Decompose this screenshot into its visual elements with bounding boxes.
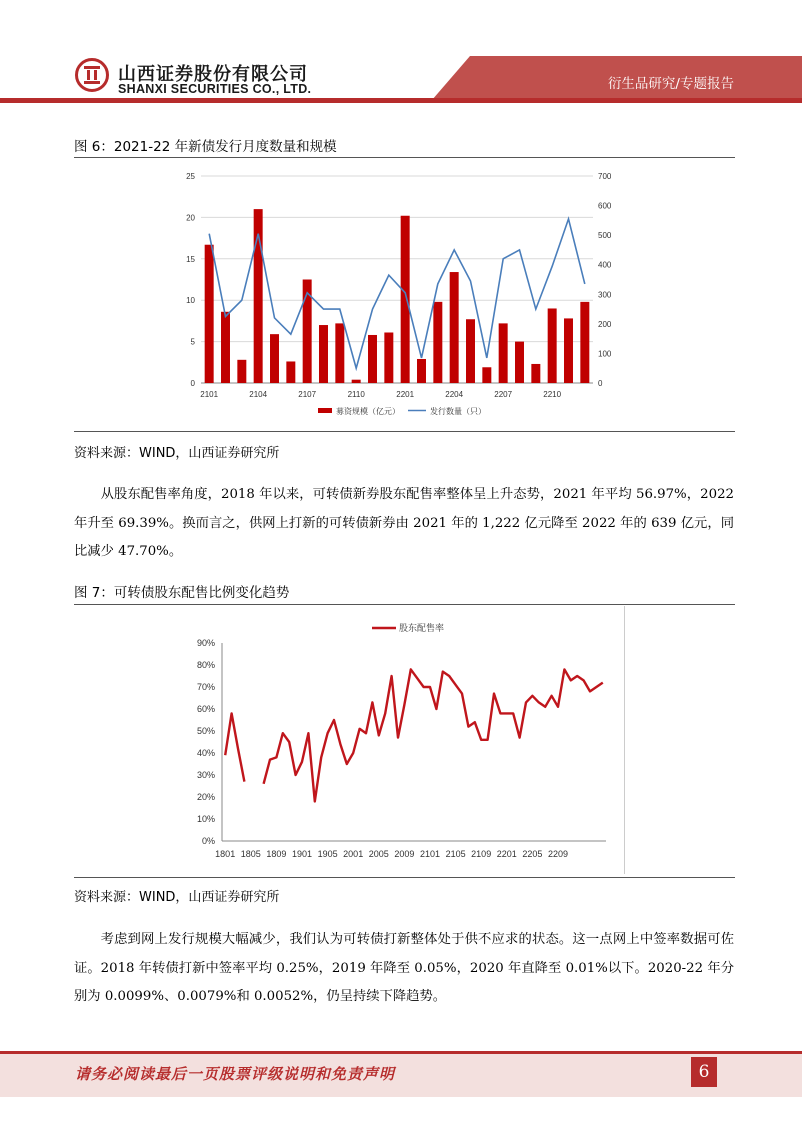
fig7-x-tick: 1805	[240, 849, 261, 859]
paragraph-winning-rate: 考虑到网上发行规模大幅减少，我们认为可转债打新整体处于供不应求的状态。这一点网上中签率数据可佐证。2018 年转债打新中签率平均 0.25%，2019 年降至 0.05%，2020 年直降至 0.01%以下。2020-22 年分别为 0.0099%、0.0079%和 0.0052%，仍呈持续下降趋势。	[74, 932, 734, 1004]
figure7-title: 图 7：可转债股东配售比例变化趋势	[74, 585, 290, 601]
fig6-x-tick: 2207	[494, 390, 513, 399]
fig7-x-tick: 1809	[266, 849, 287, 859]
fig6-legend-bar-label: 募资规模（亿元）	[336, 407, 400, 416]
fig6-y-right-tick: 300	[598, 290, 612, 300]
figure7-source: 资料来源：WIND，山西证券研究所	[74, 890, 280, 905]
fig6-y-right-tick: 700	[598, 172, 612, 181]
fig7-y-tick: 90%	[196, 638, 215, 648]
fig6-y-left-tick: 10	[186, 296, 195, 306]
fig7-y-tick: 80%	[196, 660, 215, 670]
fig6-x-tick: 2204	[445, 390, 464, 399]
company-name-cn: 山西证券股份有限公司	[118, 64, 308, 85]
footer-disclaimer: 请务必阅读最后一页股票评级说明和免责声明	[75, 1065, 396, 1083]
fig6-x-tick: 2107	[298, 390, 317, 399]
fig7-x-tick: 2109	[471, 849, 492, 859]
fig7-y-tick: 40%	[196, 748, 215, 758]
fig7-x-tick: 1801	[215, 849, 236, 859]
fig7-y-tick: 0%	[201, 836, 215, 846]
fig6-x-tick: 2201	[396, 390, 415, 399]
fig7-x-tick: 2101	[419, 849, 441, 859]
fig6-y-right-tick: 100	[598, 349, 612, 359]
fig7-series-line	[225, 713, 244, 781]
fig7-x-tick: 2001	[343, 849, 364, 859]
company-name-en: SHANXI SECURITIES CO., LTD.	[118, 82, 312, 96]
fig6-y-left-tick: 25	[186, 172, 195, 181]
fig6-y-right-tick: 500	[598, 231, 612, 241]
fig7-legend-label: 股东配售率	[399, 623, 445, 633]
fig7-x-tick: 1901	[291, 849, 313, 859]
fig7-y-tick: 50%	[196, 726, 215, 736]
fig6-y-right-tick: 600	[598, 201, 612, 211]
paragraph-allotment: 从股东配售率角度，2018 年以来，可转债新券股东配售率整体呈上升态势，2021 年平均 56.97%，2022 年升至 69.39%。换而言之，供网上打新的可转债新券由 2021 年的 1,222 亿元降至 2022 年的 639 亿元，同比减少 47.70%。	[74, 487, 734, 559]
fig6-y-left-tick: 20	[186, 213, 195, 223]
fig6-y-left-tick: 0	[190, 379, 195, 388]
fig7-y-tick: 10%	[196, 814, 215, 824]
fig7-x-tick: 2209	[547, 849, 569, 859]
fig7-y-tick: 70%	[196, 682, 215, 692]
fig7-series-line	[264, 669, 603, 801]
fig6-x-tick: 2104	[249, 390, 268, 399]
fig7-x-tick: 2009	[394, 849, 415, 859]
fig7-y-tick: 20%	[196, 792, 215, 802]
fig6-y-left-tick: 5	[190, 337, 195, 347]
report-section-label: 衍生品研究/专题报告	[607, 76, 734, 92]
fig6-x-tick: 2101	[200, 390, 219, 399]
page-number: 6	[691, 1057, 717, 1087]
fig7-x-tick: 2201	[496, 849, 517, 859]
fig7-x-tick: 1905	[317, 849, 338, 859]
fig6-legend-line-label: 发行数量（只）	[430, 407, 486, 416]
fig6-x-tick: 2210	[543, 390, 562, 399]
fig7-x-tick: 2205	[522, 849, 543, 859]
fig7-x-tick: 2005	[368, 849, 389, 859]
fig6-y-left-tick: 15	[186, 254, 195, 264]
fig7-x-tick: 2105	[445, 849, 466, 859]
fig7-y-tick: 30%	[196, 770, 215, 780]
figure6-source: 资料来源：WIND，山西证券研究所	[74, 446, 280, 461]
fig6-y-right-tick: 200	[598, 319, 612, 329]
fig6-x-tick: 2110	[347, 390, 365, 399]
fig7-y-tick: 60%	[196, 704, 215, 714]
figure7-bottom-rule	[74, 877, 735, 878]
fig6-y-right-tick: 0	[598, 379, 603, 388]
fig6-y-right-tick: 400	[598, 260, 612, 270]
figure6-title: 图 6：2021-22 年新债发行月度数量和规模	[74, 139, 337, 155]
